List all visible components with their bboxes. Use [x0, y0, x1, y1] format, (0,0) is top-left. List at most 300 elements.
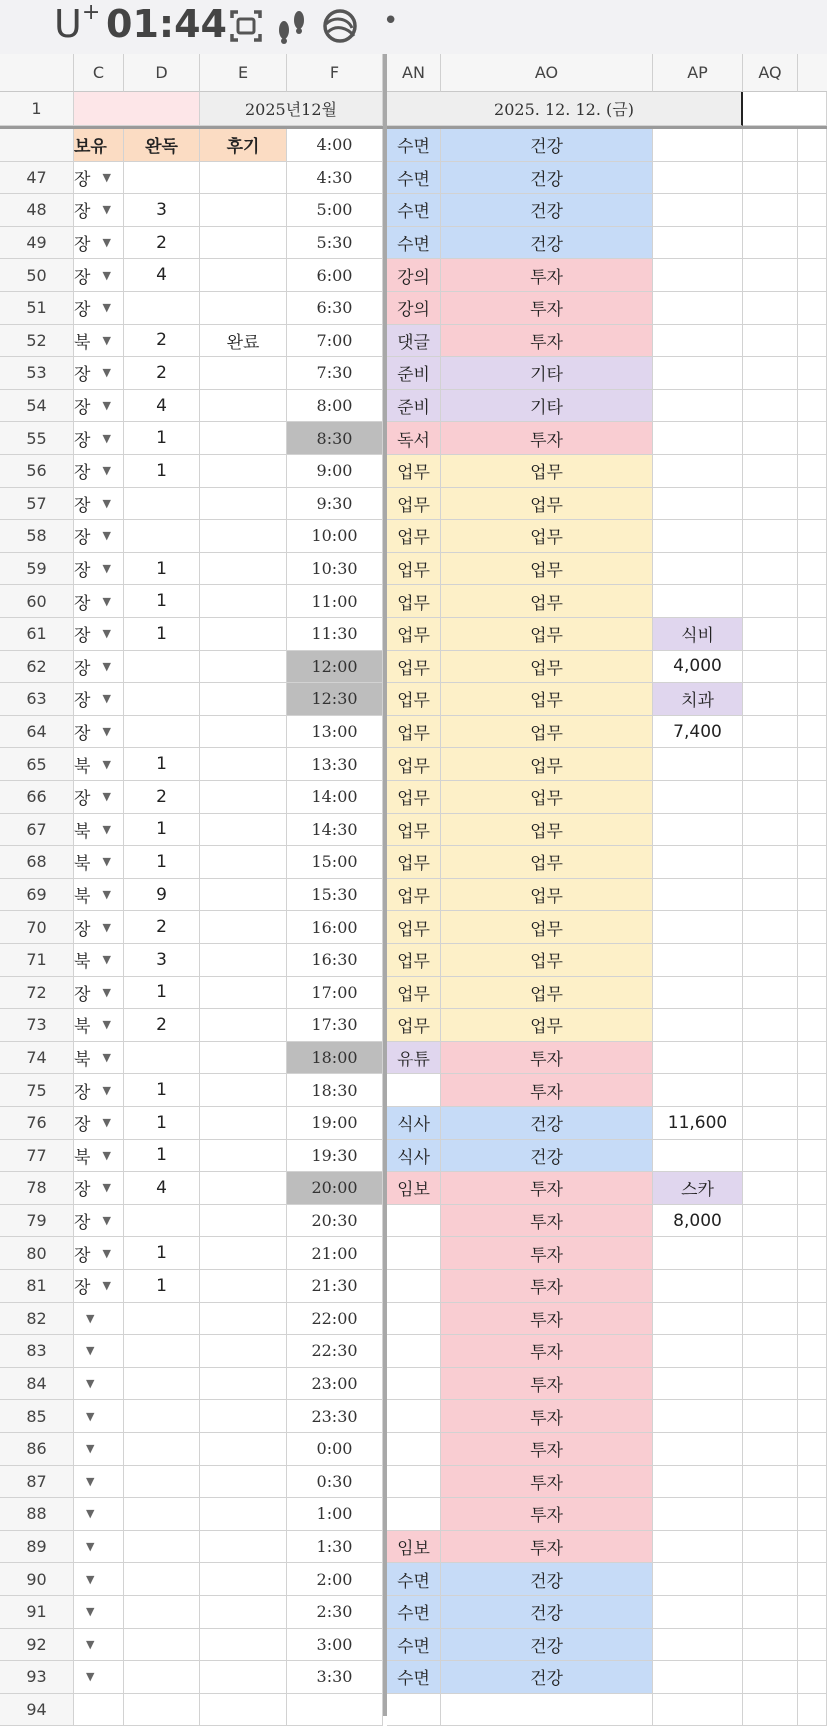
chevron-down-icon[interactable]: ▼	[102, 855, 111, 869]
empty-cell[interactable]	[743, 618, 798, 651]
chevron-down-icon[interactable]: ▼	[102, 333, 111, 347]
expense-cell[interactable]	[653, 846, 743, 879]
read-count-cell[interactable]	[124, 1368, 200, 1401]
category-cell[interactable]	[441, 1140, 653, 1173]
empty-cell[interactable]	[743, 129, 798, 162]
category-cell[interactable]	[441, 259, 653, 292]
review-cell[interactable]	[200, 1661, 287, 1694]
activity-cell[interactable]	[387, 325, 441, 358]
expense-cell[interactable]	[653, 1629, 743, 1662]
category-cell[interactable]	[441, 1368, 653, 1401]
review-cell[interactable]	[200, 520, 287, 553]
empty-cell[interactable]	[743, 1270, 798, 1303]
time-cell[interactable]	[287, 357, 383, 390]
read-count-cell[interactable]	[124, 357, 200, 390]
column-header-f[interactable]: F	[287, 54, 383, 92]
chevron-down-icon[interactable]: ▼	[102, 790, 111, 804]
expense-cell[interactable]	[653, 162, 743, 195]
activity-cell[interactable]	[387, 1335, 441, 1368]
time-cell[interactable]	[287, 194, 383, 227]
status-cell[interactable]	[74, 1596, 124, 1629]
read-count-cell[interactable]	[124, 651, 200, 684]
read-count-cell[interactable]	[124, 259, 200, 292]
empty-cell[interactable]	[798, 259, 827, 292]
category-cell[interactable]	[441, 1466, 653, 1499]
status-cell[interactable]	[74, 944, 124, 977]
review-cell[interactable]	[200, 1596, 287, 1629]
category-cell[interactable]	[441, 716, 653, 749]
category-cell[interactable]	[441, 1629, 653, 1662]
empty-cell[interactable]	[743, 1400, 798, 1433]
column-header-aq[interactable]: AQ	[743, 54, 798, 92]
status-cell[interactable]	[74, 488, 124, 521]
empty-cell[interactable]	[743, 748, 798, 781]
review-cell[interactable]	[200, 1466, 287, 1499]
column-header-ao[interactable]: AO	[441, 54, 653, 92]
review-cell[interactable]	[200, 618, 287, 651]
empty-cell[interactable]	[743, 325, 798, 358]
review-cell[interactable]	[200, 1074, 287, 1107]
chevron-down-icon[interactable]: ▼	[86, 1572, 95, 1586]
time-cell[interactable]	[287, 944, 383, 977]
expense-cell[interactable]	[653, 227, 743, 260]
expense-cell[interactable]	[653, 1270, 743, 1303]
activity-cell[interactable]	[387, 814, 441, 847]
row-number[interactable]	[0, 781, 74, 814]
time-cell[interactable]	[287, 1694, 383, 1726]
empty-cell[interactable]	[798, 1694, 827, 1726]
expense-cell[interactable]	[653, 553, 743, 586]
empty-cell[interactable]	[798, 781, 827, 814]
status-cell[interactable]	[74, 1107, 124, 1140]
row-number[interactable]	[0, 1237, 74, 1270]
chevron-down-icon[interactable]: ▼	[102, 659, 111, 673]
empty-cell[interactable]	[798, 1270, 827, 1303]
chevron-down-icon[interactable]: ▼	[102, 822, 111, 836]
row-number[interactable]	[0, 1140, 74, 1173]
expense-cell[interactable]	[653, 1205, 743, 1238]
row-number[interactable]	[0, 1205, 74, 1238]
expense-cell[interactable]	[653, 1172, 743, 1205]
activity-cell[interactable]	[387, 1694, 441, 1726]
activity-cell[interactable]	[387, 879, 441, 912]
row-number[interactable]	[0, 1629, 74, 1662]
category-cell[interactable]	[441, 1563, 653, 1596]
status-cell[interactable]	[74, 1237, 124, 1270]
time-cell[interactable]	[287, 1270, 383, 1303]
empty-cell[interactable]	[798, 618, 827, 651]
category-cell[interactable]	[441, 1661, 653, 1694]
status-cell[interactable]	[74, 1303, 124, 1336]
review-cell[interactable]	[200, 716, 287, 749]
category-cell[interactable]	[441, 814, 653, 847]
chevron-down-icon[interactable]: ▼	[86, 1540, 95, 1554]
review-cell[interactable]	[200, 194, 287, 227]
read-count-cell[interactable]	[124, 585, 200, 618]
empty-cell[interactable]	[743, 292, 798, 325]
status-cell[interactable]	[74, 1205, 124, 1238]
column-header-c[interactable]: C	[74, 54, 124, 92]
row-number[interactable]	[0, 1531, 74, 1564]
empty-cell[interactable]	[798, 1661, 827, 1694]
empty-cell[interactable]	[743, 977, 798, 1010]
row-number[interactable]	[0, 455, 74, 488]
chevron-down-icon[interactable]: ▼	[86, 1442, 95, 1456]
time-cell[interactable]	[287, 129, 383, 162]
status-cell[interactable]	[74, 1694, 124, 1726]
empty-cell[interactable]	[743, 814, 798, 847]
review-cell[interactable]	[200, 977, 287, 1010]
empty-cell[interactable]	[798, 977, 827, 1010]
row-number[interactable]	[0, 716, 74, 749]
row-number[interactable]	[0, 292, 74, 325]
empty-cell[interactable]	[743, 1042, 798, 1075]
status-cell[interactable]	[74, 553, 124, 586]
empty-cell[interactable]	[798, 1205, 827, 1238]
read-count-cell[interactable]	[124, 1042, 200, 1075]
empty-cell[interactable]	[798, 227, 827, 260]
time-cell[interactable]	[287, 748, 383, 781]
activity-cell[interactable]	[387, 1270, 441, 1303]
time-cell[interactable]	[287, 977, 383, 1010]
row-number[interactable]	[0, 422, 74, 455]
time-cell[interactable]	[287, 1140, 383, 1173]
activity-cell[interactable]	[387, 259, 441, 292]
expense-cell[interactable]	[653, 911, 743, 944]
empty-cell[interactable]	[743, 259, 798, 292]
row-number[interactable]	[0, 585, 74, 618]
activity-cell[interactable]	[387, 944, 441, 977]
empty-cell[interactable]	[798, 911, 827, 944]
row-number[interactable]	[0, 1466, 74, 1499]
row-number[interactable]	[0, 1368, 74, 1401]
review-cell[interactable]	[200, 1042, 287, 1075]
review-cell[interactable]	[200, 488, 287, 521]
time-cell[interactable]	[287, 259, 383, 292]
expense-cell[interactable]	[653, 325, 743, 358]
chevron-down-icon[interactable]: ▼	[102, 953, 111, 967]
review-cell[interactable]	[200, 781, 287, 814]
empty-cell[interactable]	[798, 292, 827, 325]
empty-cell[interactable]	[798, 846, 827, 879]
activity-cell[interactable]	[387, 422, 441, 455]
chevron-down-icon[interactable]: ▼	[102, 757, 111, 771]
column-header-e[interactable]: E	[200, 54, 287, 92]
empty-cell[interactable]	[798, 455, 827, 488]
review-cell[interactable]	[200, 162, 287, 195]
time-cell[interactable]	[287, 814, 383, 847]
activity-cell[interactable]	[387, 1498, 441, 1531]
time-cell[interactable]	[287, 455, 383, 488]
empty-cell[interactable]	[798, 1629, 827, 1662]
empty-cell[interactable]	[743, 1629, 798, 1662]
read-count-cell[interactable]	[124, 129, 200, 162]
expense-cell[interactable]	[653, 1368, 743, 1401]
status-cell[interactable]	[74, 162, 124, 195]
chevron-down-icon[interactable]: ▼	[86, 1670, 95, 1684]
category-cell[interactable]	[441, 1498, 653, 1531]
empty-cell[interactable]	[798, 585, 827, 618]
chevron-down-icon[interactable]: ▼	[102, 1214, 111, 1228]
empty-cell[interactable]	[798, 1400, 827, 1433]
expense-cell[interactable]	[653, 129, 743, 162]
empty-cell[interactable]	[798, 716, 827, 749]
status-cell[interactable]	[74, 1009, 124, 1042]
expense-cell[interactable]	[653, 422, 743, 455]
read-count-cell[interactable]	[124, 781, 200, 814]
empty-cell[interactable]	[798, 520, 827, 553]
empty-cell[interactable]	[743, 390, 798, 423]
empty-cell[interactable]	[743, 846, 798, 879]
review-cell[interactable]	[200, 455, 287, 488]
chevron-down-icon[interactable]: ▼	[102, 1051, 111, 1065]
activity-cell[interactable]	[387, 488, 441, 521]
empty-cell[interactable]	[798, 422, 827, 455]
activity-cell[interactable]	[387, 1400, 441, 1433]
time-cell[interactable]	[287, 1368, 383, 1401]
time-cell[interactable]	[287, 1172, 383, 1205]
review-cell[interactable]	[200, 390, 287, 423]
category-cell[interactable]	[441, 325, 653, 358]
activity-cell[interactable]	[387, 227, 441, 260]
review-cell[interactable]	[200, 1629, 287, 1662]
status-cell[interactable]	[74, 292, 124, 325]
activity-cell[interactable]	[387, 748, 441, 781]
spreadsheet-grid[interactable]	[0, 54, 827, 1720]
read-count-cell[interactable]	[124, 1694, 200, 1726]
column-header-ap[interactable]: AP	[653, 54, 743, 92]
row-number[interactable]	[0, 1303, 74, 1336]
activity-cell[interactable]	[387, 716, 441, 749]
category-cell[interactable]	[441, 162, 653, 195]
review-cell[interactable]	[200, 846, 287, 879]
row-number[interactable]	[0, 1074, 74, 1107]
time-cell[interactable]	[287, 520, 383, 553]
time-cell[interactable]	[287, 1074, 383, 1107]
time-cell[interactable]	[287, 1433, 383, 1466]
row-number[interactable]	[0, 1563, 74, 1596]
status-cell[interactable]	[74, 1661, 124, 1694]
time-cell[interactable]	[287, 488, 383, 521]
empty-cell[interactable]	[743, 1303, 798, 1336]
review-cell[interactable]	[200, 1270, 287, 1303]
activity-cell[interactable]	[387, 977, 441, 1010]
chevron-down-icon[interactable]: ▼	[102, 1116, 111, 1130]
empty-cell[interactable]	[798, 1498, 827, 1531]
expense-cell[interactable]	[653, 1563, 743, 1596]
category-cell[interactable]	[441, 1107, 653, 1140]
activity-cell[interactable]	[387, 1042, 441, 1075]
activity-cell[interactable]	[387, 1629, 441, 1662]
review-cell[interactable]	[200, 1368, 287, 1401]
time-cell[interactable]	[287, 716, 383, 749]
empty-cell[interactable]	[798, 814, 827, 847]
row-number[interactable]	[0, 390, 74, 423]
category-cell[interactable]	[441, 194, 653, 227]
expense-cell[interactable]	[653, 259, 743, 292]
read-count-cell[interactable]	[124, 162, 200, 195]
empty-cell[interactable]	[743, 585, 798, 618]
chevron-down-icon[interactable]: ▼	[102, 431, 111, 445]
expense-cell[interactable]	[653, 1400, 743, 1433]
status-cell[interactable]	[74, 1466, 124, 1499]
chevron-down-icon[interactable]: ▼	[102, 170, 111, 184]
time-cell[interactable]	[287, 1009, 383, 1042]
review-cell[interactable]	[200, 1694, 287, 1726]
read-count-cell[interactable]	[124, 977, 200, 1010]
time-cell[interactable]	[287, 911, 383, 944]
status-cell[interactable]	[74, 911, 124, 944]
category-cell[interactable]	[441, 1596, 653, 1629]
status-cell[interactable]	[74, 879, 124, 912]
empty-cell[interactable]	[798, 1172, 827, 1205]
chevron-down-icon[interactable]: ▼	[102, 203, 111, 217]
chevron-down-icon[interactable]: ▼	[102, 464, 111, 478]
empty-cell[interactable]	[743, 455, 798, 488]
row-number[interactable]	[0, 553, 74, 586]
read-count-cell[interactable]	[124, 1466, 200, 1499]
time-cell[interactable]	[287, 618, 383, 651]
category-cell[interactable]	[441, 488, 653, 521]
empty-cell[interactable]	[798, 1531, 827, 1564]
review-cell[interactable]	[200, 1498, 287, 1531]
row-number[interactable]	[0, 194, 74, 227]
empty-cell[interactable]	[743, 1368, 798, 1401]
category-cell[interactable]	[441, 455, 653, 488]
chevron-down-icon[interactable]: ▼	[102, 725, 111, 739]
read-count-cell[interactable]	[124, 1172, 200, 1205]
read-count-cell[interactable]	[124, 455, 200, 488]
chevron-down-icon[interactable]: ▼	[102, 236, 111, 250]
empty-cell[interactable]	[798, 1596, 827, 1629]
activity-cell[interactable]	[387, 357, 441, 390]
chevron-down-icon[interactable]: ▼	[86, 1507, 95, 1521]
column-header-next[interactable]	[798, 54, 827, 92]
read-count-cell[interactable]	[124, 1400, 200, 1433]
chevron-down-icon[interactable]: ▼	[102, 594, 111, 608]
chevron-down-icon[interactable]: ▼	[102, 496, 111, 510]
row-number[interactable]	[0, 1107, 74, 1140]
row-number[interactable]	[0, 651, 74, 684]
expense-cell[interactable]	[653, 1140, 743, 1173]
row-number[interactable]	[0, 944, 74, 977]
read-count-cell[interactable]	[124, 520, 200, 553]
read-count-cell[interactable]	[124, 1107, 200, 1140]
empty-cell[interactable]	[798, 1433, 827, 1466]
status-cell[interactable]	[74, 716, 124, 749]
status-cell[interactable]	[74, 422, 124, 455]
review-cell[interactable]	[200, 1237, 287, 1270]
activity-cell[interactable]	[387, 1303, 441, 1336]
time-cell[interactable]	[287, 1629, 383, 1662]
review-cell[interactable]	[200, 259, 287, 292]
time-cell[interactable]	[287, 683, 383, 716]
expense-cell[interactable]	[653, 1596, 743, 1629]
read-count-cell[interactable]	[124, 814, 200, 847]
read-count-cell[interactable]	[124, 422, 200, 455]
category-cell[interactable]	[441, 1205, 653, 1238]
activity-cell[interactable]	[387, 1433, 441, 1466]
activity-cell[interactable]	[387, 1661, 441, 1694]
time-cell[interactable]	[287, 325, 383, 358]
chevron-down-icon[interactable]: ▼	[86, 1344, 95, 1358]
read-count-cell[interactable]	[124, 227, 200, 260]
chevron-down-icon[interactable]: ▼	[102, 692, 111, 706]
empty-cell[interactable]	[743, 488, 798, 521]
expense-cell[interactable]	[653, 1433, 743, 1466]
empty-cell[interactable]	[798, 1303, 827, 1336]
time-cell[interactable]	[287, 422, 383, 455]
status-cell[interactable]	[74, 651, 124, 684]
empty-cell[interactable]	[743, 944, 798, 977]
category-cell[interactable]	[441, 1531, 653, 1564]
category-cell[interactable]	[441, 553, 653, 586]
review-cell[interactable]	[200, 357, 287, 390]
chevron-down-icon[interactable]: ▼	[102, 985, 111, 999]
row-number[interactable]	[0, 846, 74, 879]
chevron-down-icon[interactable]: ▼	[102, 1083, 111, 1097]
activity-cell[interactable]	[387, 455, 441, 488]
review-cell[interactable]	[200, 227, 287, 260]
chevron-down-icon[interactable]: ▼	[102, 399, 111, 413]
expense-cell[interactable]	[653, 1009, 743, 1042]
category-cell[interactable]	[441, 651, 653, 684]
row-number[interactable]	[0, 488, 74, 521]
row-number[interactable]	[0, 879, 74, 912]
row-number[interactable]	[0, 683, 74, 716]
row-number[interactable]	[0, 1400, 74, 1433]
empty-cell[interactable]	[743, 1205, 798, 1238]
empty-cell[interactable]	[743, 1140, 798, 1173]
review-cell[interactable]	[200, 651, 287, 684]
review-cell[interactable]	[200, 129, 287, 162]
activity-cell[interactable]	[387, 129, 441, 162]
status-cell[interactable]	[74, 1042, 124, 1075]
empty-cell[interactable]	[798, 1237, 827, 1270]
empty-cell[interactable]	[743, 781, 798, 814]
category-cell[interactable]	[441, 357, 653, 390]
status-cell[interactable]	[74, 1335, 124, 1368]
review-cell[interactable]	[200, 553, 287, 586]
empty-cell[interactable]	[798, 1042, 827, 1075]
empty-cell[interactable]	[743, 92, 827, 126]
date-label-cell[interactable]: 2025. 12. 12. (금)	[387, 92, 743, 126]
read-count-cell[interactable]	[124, 1498, 200, 1531]
category-cell[interactable]	[441, 390, 653, 423]
empty-cell[interactable]	[798, 357, 827, 390]
expense-cell[interactable]	[653, 1303, 743, 1336]
status-cell[interactable]	[74, 194, 124, 227]
expense-cell[interactable]	[653, 520, 743, 553]
time-cell[interactable]	[287, 1400, 383, 1433]
time-cell[interactable]	[287, 1237, 383, 1270]
expense-cell[interactable]	[653, 814, 743, 847]
empty-cell[interactable]	[798, 1466, 827, 1499]
review-cell[interactable]	[200, 879, 287, 912]
read-count-cell[interactable]	[124, 1140, 200, 1173]
empty-cell[interactable]	[743, 1433, 798, 1466]
review-cell[interactable]	[200, 1335, 287, 1368]
expense-cell[interactable]	[653, 879, 743, 912]
empty-cell[interactable]	[798, 553, 827, 586]
read-count-cell[interactable]	[124, 1661, 200, 1694]
empty-cell[interactable]	[798, 162, 827, 195]
row-number[interactable]	[0, 1335, 74, 1368]
category-cell[interactable]	[441, 1009, 653, 1042]
chevron-down-icon[interactable]: ▼	[102, 366, 111, 380]
row-number[interactable]	[0, 129, 74, 162]
empty-cell[interactable]	[798, 390, 827, 423]
